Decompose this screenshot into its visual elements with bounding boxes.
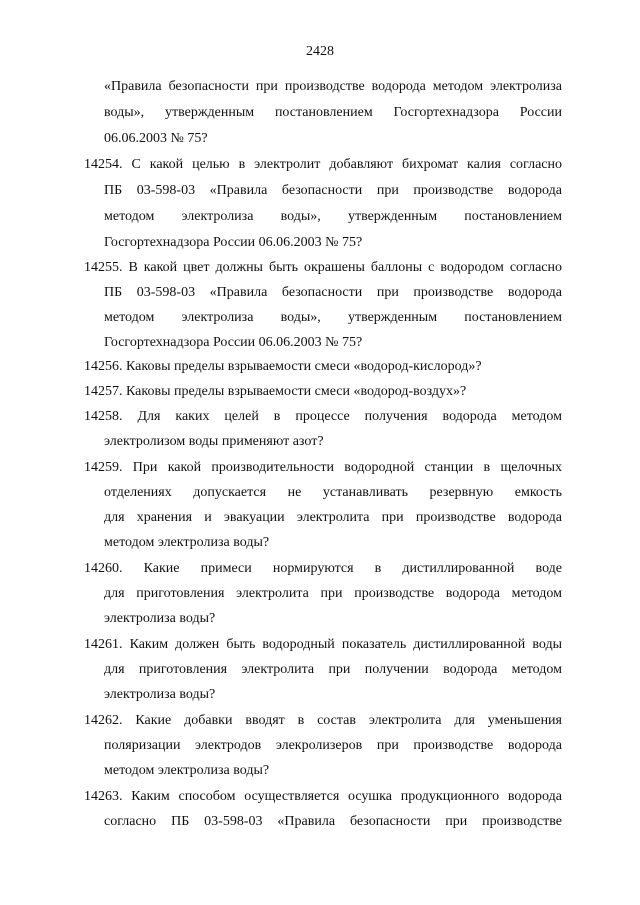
text-line: ПБ 03-598-03 «Правила безопасности при производстве водорода: [104, 183, 562, 198]
text-line: для приготовления электролита при получении водорода методом: [104, 662, 562, 677]
text-line: согласно ПБ 03-598-03 «Правила безопасности при производстве: [104, 814, 562, 829]
text-line: методом электролиза воды?: [104, 535, 270, 550]
question-14262-line: 14262. Какие добавки вводят в состав электролита для уменьшения: [84, 713, 562, 728]
text-line: Госгортехнадзора России 06.06.2003 № 75?: [104, 235, 363, 250]
text-line: «Правила безопасности при производстве водорода методом электролиза: [104, 79, 562, 94]
question-14257-line: 14257. Каковы пределы взрываемости смеси «водород-воздух»?: [84, 384, 467, 399]
question-14259-line: 14259. При какой производительности водородной станции в щелочных: [84, 460, 562, 475]
text-line: ПБ 03-598-03 «Правила безопасности при производстве водорода: [104, 285, 562, 300]
question-14260-line: 14260. Какие примеси нормируются в дистиллированной воде: [84, 561, 562, 576]
text-line: 06.06.2003 № 75?: [104, 131, 208, 146]
text-line: воды», утвержденным постановлением Госгортехнадзора России: [104, 105, 562, 120]
text-line: электролиза воды?: [104, 611, 216, 626]
text-line: методом электролиза воды», утвержденным постановлением: [104, 310, 562, 325]
question-14258-line: 14258. Для каких целей в процессе получения водорода методом: [84, 409, 562, 424]
text-line: электролиза воды?: [104, 687, 216, 702]
question-14263-line: 14263. Каким способом осуществляется осушка продукционного водорода: [84, 789, 562, 804]
question-14261-line: 14261. Каким должен быть водородный показатель дистиллированной воды: [84, 637, 562, 652]
text-line: отделениях допускается не устанавливать резервную емкость: [104, 485, 562, 500]
text-line: Госгортехнадзора России 06.06.2003 № 75?: [104, 335, 363, 350]
question-14255-line: 14255. В какой цвет должны быть окрашены баллоны с водородом согласно: [84, 260, 562, 275]
question-14256-line: 14256. Каковы пределы взрываемости смеси «водород-кислород»?: [84, 359, 482, 374]
page-number: 2428: [306, 44, 334, 59]
text-line: поляризации электродов элекролизеров при производстве водорода: [104, 738, 562, 753]
text-line: для хранения и эвакуации электролита при производстве водорода: [104, 510, 562, 525]
question-14254-line: 14254. С какой целью в электролит добавляют бихромат калия согласно: [84, 157, 562, 172]
text-line: методом электролиза воды», утвержденным постановлением: [104, 209, 562, 224]
text-line: электролизом воды применяют азот?: [104, 434, 324, 449]
text-line: методом электролиза воды?: [104, 763, 270, 778]
text-line: для приготовления электролита при производстве водорода методом: [104, 586, 562, 601]
